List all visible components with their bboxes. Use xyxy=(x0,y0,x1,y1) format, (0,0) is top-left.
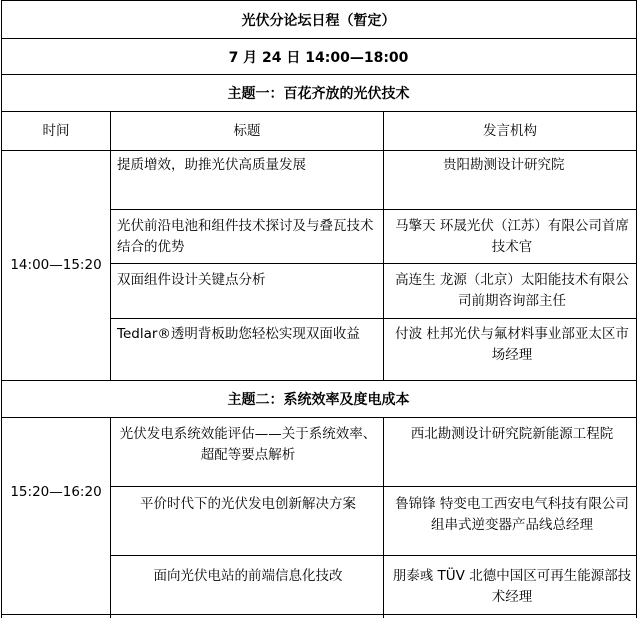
schedule-date: 7 月 24 日 14:00—18:00 xyxy=(228,49,409,66)
border-line xyxy=(110,486,637,487)
talk-speaker: 高连生 龙源（北京）太阳能技术有限公司前期咨询部主任 xyxy=(395,272,629,309)
column-header-time: 时间 xyxy=(42,122,70,139)
talk-speaker: 付波 杜邦光伏与氟材料事业部亚太区市场经理 xyxy=(395,326,629,363)
border-line xyxy=(110,209,637,210)
talk-topic: 面向光伏电站的前端信息化技改 xyxy=(153,568,343,584)
talk-topic: 平价时代下的光伏发电创新解决方案 xyxy=(140,496,356,512)
talk-speaker: 西北勘测设计研究院新能源工程院 xyxy=(410,426,614,442)
talk-topic: 光伏前沿电池和组件技术探讨及与叠瓦技术结合的优势 xyxy=(117,218,374,255)
column-header-speaker: 发言机构 xyxy=(483,122,537,139)
time-slot: 14:00—15:20 xyxy=(10,257,102,273)
border-line xyxy=(110,417,111,618)
talk-speaker: 贵阳勘测设计研究院 xyxy=(443,157,565,173)
border-line xyxy=(110,318,637,319)
border-line xyxy=(110,555,637,556)
theme-two-title: 主题二：系统效率及度电成本 xyxy=(227,392,410,408)
schedule-title: 光伏分论坛日程（暂定） xyxy=(241,12,396,29)
theme-one-title: 主题一：百花齐放的光伏技术 xyxy=(227,86,410,102)
border-line xyxy=(383,417,384,618)
talk-speaker: 朋泰彧 TÜV 北德中国区可再生能源部技术经理 xyxy=(392,568,632,605)
border-line xyxy=(383,111,384,381)
talk-topic: 双面组件设计关键点分析 xyxy=(117,272,266,288)
column-header-topic: 标题 xyxy=(233,122,261,139)
border-line xyxy=(110,111,111,381)
talk-speaker: 马擎天 环晟光伏（江苏）有限公司首席技术官 xyxy=(395,218,629,255)
talk-topic: 提质增效，助推光伏高质量发展 xyxy=(117,157,306,173)
border-line xyxy=(1,614,637,615)
border-line xyxy=(110,263,637,264)
talk-speaker: 鲁锦锋 特变电工西安电气科技有限公司组串式逆变器产品线总经理 xyxy=(395,496,629,533)
time-slot: 15:20—16:20 xyxy=(10,484,102,500)
talk-topic: 光伏发电系统效能评估——关于系统效率、超配等要点解析 xyxy=(119,426,377,463)
talk-topic: Tedlar®透明背板助您轻松实现双面收益 xyxy=(117,326,360,342)
